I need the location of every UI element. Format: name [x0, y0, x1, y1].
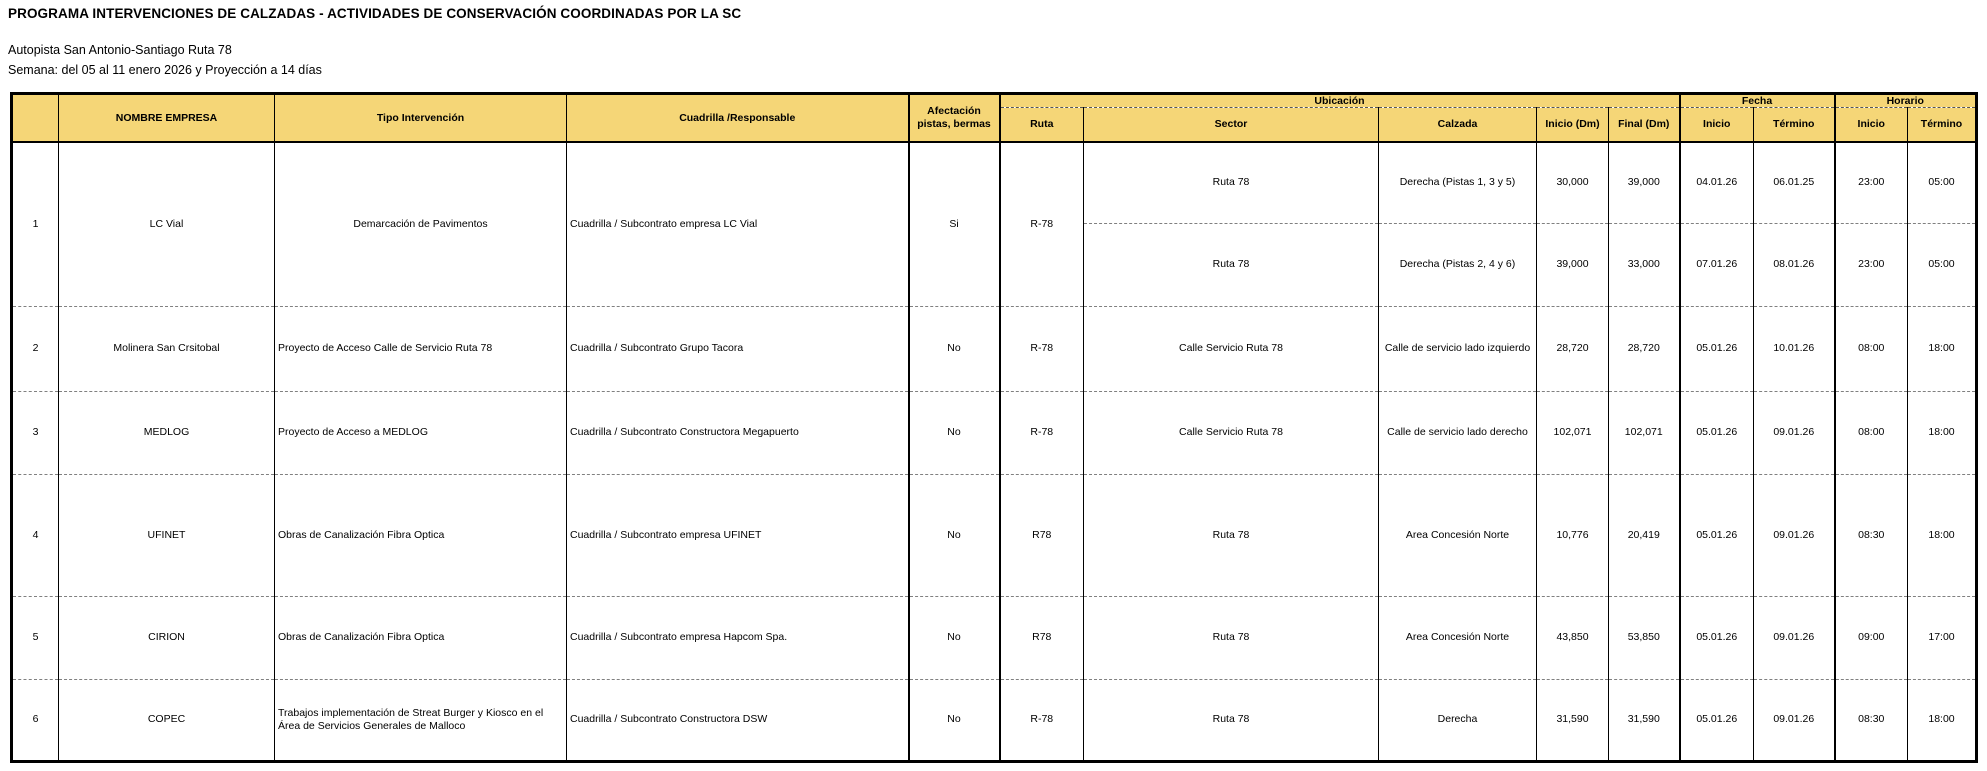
- cell-final-dm: 20,419: [1609, 475, 1680, 597]
- cell-fecha-termino: 09.01.26: [1754, 680, 1835, 762]
- cell-horario-inicio: 23:00: [1835, 224, 1908, 307]
- cell-num: 2: [12, 307, 59, 392]
- cell-calzada: Area Concesión Norte: [1379, 475, 1537, 597]
- cell-afectacion: No: [909, 597, 1000, 680]
- cell-inicio-dm: 31,590: [1537, 680, 1609, 762]
- page-title: PROGRAMA INTERVENCIONES DE CALZADAS - ACTIVIDADES DE CONSERVACIÓN COORDINADAS POR LA SC: [8, 6, 742, 21]
- subtitle-week: Semana: del 05 al 11 enero 2026 y Proyección a 14 días: [8, 63, 322, 77]
- header-group-ubicacion: Ubicación: [1000, 94, 1680, 108]
- cell-fecha-inicio: 05.01.26: [1680, 597, 1754, 680]
- header-group-fecha: Fecha: [1680, 94, 1835, 108]
- cell-fecha-inicio: 05.01.26: [1680, 475, 1754, 597]
- cell-horario-termino: 18:00: [1908, 392, 1977, 475]
- cell-horario-termino: 17:00: [1908, 597, 1977, 680]
- header-afectacion-line2: pistas, bermas: [917, 117, 991, 130]
- cell-tipo: Obras de Canalización Fibra Optica: [275, 475, 567, 597]
- header-group-horario: Horario: [1835, 94, 1977, 108]
- cell-empresa: Molinera San Crsitobal: [59, 307, 275, 392]
- header-afectacion-line1: Afectación: [927, 105, 981, 118]
- header-fecha-termino: Término: [1754, 108, 1835, 142]
- cell-fecha-termino: 09.01.26: [1754, 475, 1835, 597]
- table-row: [12, 475, 1977, 597]
- cell-fecha-termino: 09.01.26: [1754, 597, 1835, 680]
- cell-inicio-dm: 39,000: [1537, 224, 1609, 307]
- table-row: [12, 307, 1977, 392]
- cell-calzada: Calle de servicio lado izquierdo: [1379, 307, 1537, 392]
- cell-num: 6: [12, 680, 59, 762]
- cell-ruta: R-78: [1000, 392, 1084, 475]
- header-cuadrilla: Cuadrilla /Responsable: [567, 94, 909, 142]
- cell-sector: Ruta 78: [1084, 597, 1379, 680]
- table-row: [12, 142, 1977, 224]
- cell-inicio-dm: 43,850: [1537, 597, 1609, 680]
- cell-sector: Ruta 78: [1084, 475, 1379, 597]
- header-fecha-inicio: Inicio: [1680, 108, 1754, 142]
- cell-cuadrilla: Cuadrilla / Subcontrato empresa Hapcom Spa.: [567, 597, 909, 680]
- cell-afectacion: No: [909, 475, 1000, 597]
- cell-horario-inicio: 23:00: [1835, 142, 1908, 224]
- cell-fecha-inicio: 05.01.26: [1680, 392, 1754, 475]
- cell-final-dm: 53,850: [1609, 597, 1680, 680]
- cell-inicio-dm: 102,071: [1537, 392, 1609, 475]
- cell-horario-termino: 05:00: [1908, 224, 1977, 307]
- cell-horario-inicio: 08:00: [1835, 392, 1908, 475]
- header-horario-termino: Término: [1908, 108, 1977, 142]
- header-group-row: [12, 94, 1977, 108]
- cell-empresa: CIRION: [59, 597, 275, 680]
- cell-tipo: Demarcación de Pavimentos: [275, 142, 567, 307]
- cell-ruta: R-78: [1000, 307, 1084, 392]
- cell-ruta: R78: [1000, 475, 1084, 597]
- cell-horario-termino: 18:00: [1908, 475, 1977, 597]
- cell-ruta: R78: [1000, 597, 1084, 680]
- cell-empresa: COPEC: [59, 680, 275, 762]
- cell-ruta: R-78: [1000, 142, 1084, 307]
- table-row: [12, 597, 1977, 680]
- cell-tipo: Obras de Canalización Fibra Optica: [275, 597, 567, 680]
- cell-num: 3: [12, 392, 59, 475]
- cell-cuadrilla: Cuadrilla / Subcontrato Grupo Tacora: [567, 307, 909, 392]
- cell-final-dm: 28,720: [1609, 307, 1680, 392]
- cell-inicio-dm: 10,776: [1537, 475, 1609, 597]
- cell-tipo: Proyecto de Acceso Calle de Servicio Ruta 78: [275, 307, 567, 392]
- cell-fecha-termino: 06.01.25: [1754, 142, 1835, 224]
- cell-calzada: Derecha (Pistas 2, 4 y 6): [1379, 224, 1537, 307]
- cell-sector: Calle Servicio Ruta 78: [1084, 307, 1379, 392]
- cell-final-dm: 33,000: [1609, 224, 1680, 307]
- cell-calzada: Calle de servicio lado derecho: [1379, 392, 1537, 475]
- cell-fecha-termino: 10.01.26: [1754, 307, 1835, 392]
- spreadsheet-table: [10, 92, 1978, 763]
- subtitle-route: Autopista San Antonio-Santiago Ruta 78: [8, 43, 232, 57]
- cell-tipo: Trabajos implementación de Streat Burger y Kiosco en el Área de Servicios Generales de Malloco: [275, 680, 567, 762]
- cell-sector: Ruta 78: [1084, 680, 1379, 762]
- cell-fecha-termino: 08.01.26: [1754, 224, 1835, 307]
- header-ruta: Ruta: [1000, 108, 1084, 142]
- header-sector: Sector: [1084, 108, 1379, 142]
- header-horario-inicio: Inicio: [1835, 108, 1908, 142]
- cell-cuadrilla: Cuadrilla / Subcontrato empresa UFINET: [567, 475, 909, 597]
- header-empresa: NOMBRE EMPRESA: [59, 94, 275, 142]
- cell-empresa: MEDLOG: [59, 392, 275, 475]
- cell-fecha-inicio: 04.01.26: [1680, 142, 1754, 224]
- header-tipo: Tipo Intervención: [275, 94, 567, 142]
- cell-cuadrilla: Cuadrilla / Subcontrato Constructora Megapuerto: [567, 392, 909, 475]
- cell-horario-termino: 05:00: [1908, 142, 1977, 224]
- cell-horario-inicio: 08:30: [1835, 680, 1908, 762]
- cell-afectacion: No: [909, 680, 1000, 762]
- cell-horario-termino: 18:00: [1908, 307, 1977, 392]
- table-row: [12, 392, 1977, 475]
- cell-num: 4: [12, 475, 59, 597]
- cell-horario-inicio: 08:30: [1835, 475, 1908, 597]
- cell-empresa: UFINET: [59, 475, 275, 597]
- cell-sector: Ruta 78: [1084, 224, 1379, 307]
- cell-afectacion: No: [909, 392, 1000, 475]
- cell-horario-termino: 18:00: [1908, 680, 1977, 762]
- header-inicio-dm: Inicio (Dm): [1537, 108, 1609, 142]
- header-num: [12, 94, 59, 142]
- cell-sector: Ruta 78: [1084, 142, 1379, 224]
- cell-calzada: Derecha (Pistas 1, 3 y 5): [1379, 142, 1537, 224]
- cell-calzada: Area Concesión Norte: [1379, 597, 1537, 680]
- cell-tipo: Proyecto de Acceso a MEDLOG: [275, 392, 567, 475]
- cell-num: 5: [12, 597, 59, 680]
- cell-sector: Calle Servicio Ruta 78: [1084, 392, 1379, 475]
- cell-fecha-inicio: 05.01.26: [1680, 680, 1754, 762]
- table-row: [12, 680, 1977, 762]
- cell-fecha-inicio: 07.01.26: [1680, 224, 1754, 307]
- header-final-dm: Final (Dm): [1609, 108, 1680, 142]
- cell-final-dm: 39,000: [1609, 142, 1680, 224]
- cell-inicio-dm: 30,000: [1537, 142, 1609, 224]
- cell-empresa: LC Vial: [59, 142, 275, 307]
- cell-calzada: Derecha: [1379, 680, 1537, 762]
- cell-afectacion: Si: [909, 142, 1000, 307]
- cell-ruta: R-78: [1000, 680, 1084, 762]
- header-calzada: Calzada: [1379, 108, 1537, 142]
- cell-final-dm: 102,071: [1609, 392, 1680, 475]
- header-afectacion: [909, 94, 1000, 142]
- cell-inicio-dm: 28,720: [1537, 307, 1609, 392]
- cell-final-dm: 31,590: [1609, 680, 1680, 762]
- cell-cuadrilla: Cuadrilla / Subcontrato Constructora DSW: [567, 680, 909, 762]
- cell-num: 1: [12, 142, 59, 307]
- cell-fecha-termino: 09.01.26: [1754, 392, 1835, 475]
- cell-horario-inicio: 08:00: [1835, 307, 1908, 392]
- cell-fecha-inicio: 05.01.26: [1680, 307, 1754, 392]
- cell-cuadrilla: Cuadrilla / Subcontrato empresa LC Vial: [567, 142, 909, 307]
- cell-horario-inicio: 09:00: [1835, 597, 1908, 680]
- cell-afectacion: No: [909, 307, 1000, 392]
